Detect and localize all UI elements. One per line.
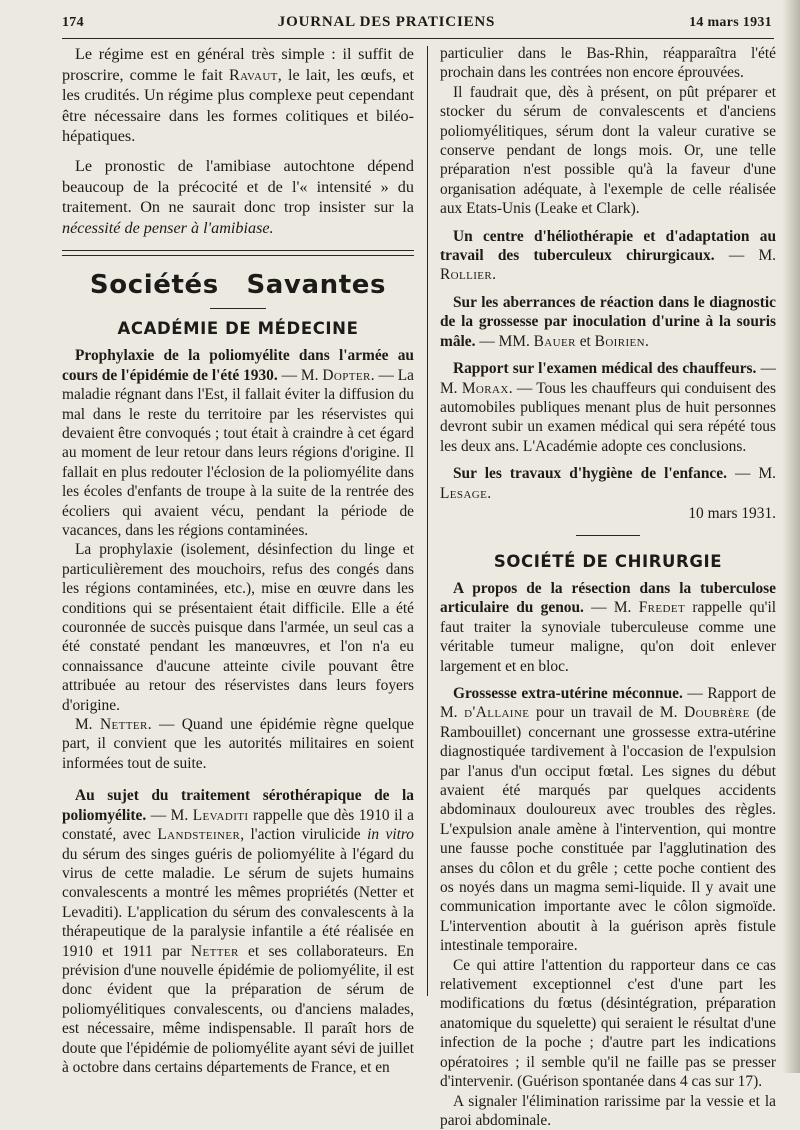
section-short-rule — [210, 308, 266, 309]
column-rule — [427, 46, 428, 996]
article-resection: A propos de la résection dans la tuberculose articulaire du genou. — M. Fredet rappelle qu'il faut traiter la synoviale tuberculeuse comme une véritable tumeur maligne, qu'on doit enlever largement et en bloc. — [440, 579, 776, 676]
section-divider — [576, 535, 640, 536]
author-ravaut: Ravaut — [229, 66, 278, 84]
header-rule — [62, 38, 774, 39]
right-column — [440, 44, 776, 1130]
section-title: Sociétés Savantes — [62, 270, 414, 300]
article-grossesse-p3: A signaler l'élimination rarissime par la vessie et la paroi abdominale. — [440, 1092, 776, 1130]
page-number: 174 — [62, 15, 84, 31]
section-double-rule — [62, 250, 414, 256]
article-prophylaxie: Prophylaxie de la poliomyélite dans l'armée au cours de l'épidémie de l'été 1930. — M. Dopter. — La maladie régnant dans l'Est, il fallait éviter la diffusion du mal dans le reste du territoire par les réservistes qui devaient être convoqués ; tout était à craindre à cet égard au moment de leur retour dans leurs régions d'origine. Il fallait en plus redouter l'éclosion de la poliomyélite dans les écoles d'enfants de troupe à la suite de la rentrée des écoliers qui avaient vécu, pendant la période de vacances, dans les régions contaminées. — [62, 346, 414, 540]
article-grossesse-p2: Ce qui attire l'attention du rapporteur dans ce cas relativement exceptionnel c'est d'une part les modifications du fœtus (désintégration, préparation anatomique du squelette) qui seraient le résultat d'une infection de la poche ; d'autre part les indications opératoires ; il semble qu'il ne faille pas se presser d'intervenir. (Guérison spontanée dans 4 cas sur 17). — [440, 956, 776, 1092]
serum-stock-paragraph: Il faudrait que, dès à présent, on pût préparer et stocker du sérum de convalescents et d'anciens poliomyélitiques, sérum dont la valeur curative se conserve pendant de longs mois. Or, une telle préparation n'est possible qu'à la faveur d'une organisation adéquate, à l'exemple de celle réalisée aux Etats-Unis (Leake et Clark). — [440, 83, 776, 219]
amibiase-conclusion — [62, 44, 414, 238]
article-prophylaxie-p3: M. Netter. — Quand une épidémie règne quelque part, il convient que les autorités militaires en soient informées tout de suite. — [62, 715, 414, 773]
article-serotherapie: Au sujet du traitement sérothérapique de la poliomyélite. — M. Levaditi rappelle que dès 1910 il a constaté, avec Landsteiner, l'action virulicide in vitro du sérum des singes guéris de poliomyélite à l'égard du virus de cette maladie. Le sérum de sujets humains convalescents a montré les mêmes propriétés (Netter et Levaditi). L'application du sérum des convalescents à la thérapeutique de la paralysie infantile a été réalisée en 1910 et 1911 par Netter et ses collaborateurs. En prévision d'une nouvelle épidémie de poliomyélite, il est donc évident que la préparation de sérum de poliomyélitiques convalescents, ou d'anciens malades, est nécessaire, même indispensable. Il paraît hors de doute que l'épidémie de poliomyélite ayant sévi de juillet à octobre dans certains départements de France, et en — [62, 786, 414, 1077]
intro-paragraph-1: Le régime est en général très simple : il suffit de proscrire, comme le fait Ravaut, le lait, les œufs, et les crudités. Un régime plus complexe peut cependant être nécessaire dans les formes colitiques et biléo-hépatiques. — [62, 44, 414, 147]
issue-date: 14 mars 1931 — [689, 15, 772, 31]
article-grossesse: Grossesse extra-utérine méconnue. — Rapport de M. d'Allaine pour un travail de M. Doubrère (de Rambouillet) concernant une grossesse extra-utérine diagnostiquée tardivement à l'occasion de l'expulsion par l'anus d'un occiput fœtal. Les signes du début avaient été marqués par quelques accidents abdominaux douloureux avec troubles des règles. L'expulsion anale amène à l'intervention, qui montre une fausse poche constituée par l'agglutination des anses du côlon et du grêle ; cette poche contient des os noyés dans un magma semi-liquide. Il y avait une communication importante avec le côlon sigmoïde. L'intervention aboutit à la guérison après fistule intestinale temporaire. — [440, 684, 776, 956]
page-edge-shadow — [782, 0, 800, 1073]
left-column — [62, 44, 414, 1077]
page-header — [62, 14, 772, 36]
subsection-title: ACADÉMIE DE MÉDECINE — [62, 319, 414, 338]
article-heliotherapie: Un centre d'héliothérapie et d'adaptation au travail des tuberculeux chirurgicaux. — M. Rollier. — [440, 227, 776, 285]
subsection-title-chirurgie: SOCIÉTÉ DE CHIRURGIE — [440, 552, 776, 571]
continuation-paragraph: particulier dans le Bas-Rhin, réapparaîtra l'été prochain dans les contrées non encore éprouvées. — [440, 44, 776, 83]
article-hygiene-enfance: Sur les travaux d'hygiène de l'enfance. — M. Lesage. — [440, 464, 776, 503]
session-date: 10 mars 1931. — [440, 505, 776, 523]
article-aberrances: Sur les aberrances de réaction dans le diagnostic de la grossesse par inoculation d'urine à la souris mâle. — MM. Bauer et Boirien. — [440, 293, 776, 351]
intro-paragraph-2: Le pronostic de l'amibiase autochtone dépend beaucoup de la précocité et de l'« intensité » du traitement. On ne saurait donc trop insister sur la nécessité de penser à l'amibiase. — [62, 156, 414, 238]
article-prophylaxie-p2: La prophylaxie (isolement, désinfection du linge et particulièrement des mouchoirs, refus des congés dans les régions contaminées, etc.), mise en œuvre dans les conditions qui se présentaient était difficile. Elle a été couronnée de succès puisque dans l'armée, un seul cas a été constaté pendant les manœuvres, et l'on n'a eu connaissance d'aucune atteinte civile pouvant être attribuée au retour des réservistes dans leurs foyers d'origine. — [62, 540, 414, 715]
article-chauffeurs: Rapport sur l'examen médical des chauffeurs. — M. Morax. — Tous les chauffeurs qui conduisent des automobiles publiques menant plus de huit personnes devront subir un examen médical qui sera répété tous les deux ans. L'Académie adopte ces conclusions. — [440, 359, 776, 456]
journal-title: JOURNAL DES PRATICIENS — [278, 14, 495, 31]
